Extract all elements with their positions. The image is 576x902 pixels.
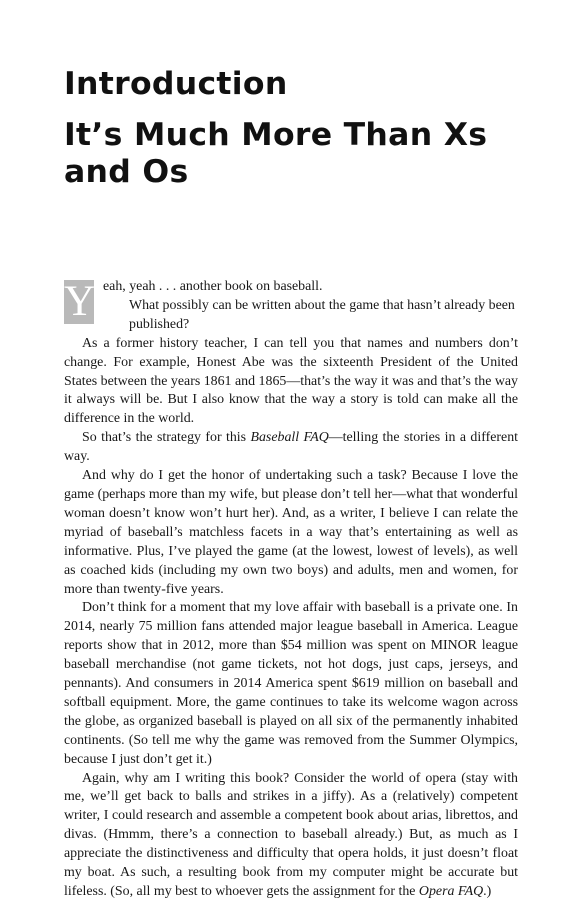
chapter-label: Introduction [64, 66, 288, 102]
paragraph-opera-start: Again, why am I writing this book? Consider the world of opera (stay with me, we’ll get back to balls and strikes in a jiffy). As a (relatively) competent writer, I could research and assemble a competent book about arias, librettos, and divas. (Hmmm, there’s a connection to baseball already.) But, as much as I appreciate the distinctiveness and difficulty that opera holds, it just doesn’t float my boat. As such, a resulting book from my computer might be accurate but lifeless. (So, all my best to whoever gets the assignment for the [64, 770, 518, 899]
paragraph-opera-comparison [64, 770, 518, 902]
baseball-faq-title: Baseball FAQ [250, 430, 329, 446]
paragraph-opera-end: .) [483, 884, 492, 899]
chapter-heading [64, 66, 524, 191]
paragraph-strategy-end: —telling the stories in a different way. [64, 430, 519, 465]
paragraph-baseball-popularity: Don’t think for a moment that my love affair with baseball is a private one. In 2014, nearly 75 million fans attended major league baseball in America. League reports show that in 2012, more than $54 million was spent on MINOR league baseball merchandise (not game tickets, not hot dogs, just caps, jerseys, and pennants). And consumers in 2014 America spent $619 million on baseball and softball equipment. More, the game continues to take its welcome wagon across the globe, as organized baseball is played on all six of the permanently inhabited continents. (So tell me why the game was removed from the Summer Olympics, because I just don’t get it.) [64, 600, 518, 767]
introduction-text [64, 278, 518, 902]
opening-line: eah, yeah . . . another book on baseball. [103, 279, 323, 294]
opera-faq-title: Opera FAQ [418, 884, 484, 899]
opening-question: What possibly can be written about the game that hasn’t already been published? [129, 297, 515, 332]
drop-cap: Y [64, 278, 96, 325]
paragraph-strategy-start: So that’s the strategy for this [82, 430, 251, 446]
paragraph-love-game: And why do I get the honor of undertaking such a task? Because I love the game (perhaps more than my wife, but please don’t tell her—what that wonderful woman doesn’t know won’t hurt her). And, as a writer, I believe I can relate the myriad of baseball’s matchless facets in a way that’s entertaining as well as informative. Plus, I’ve played the game (at the lowest, lowest of levels), as well as coached kids (including my own two boys) and adults, men and women, for more than twenty-five years. [64, 468, 518, 597]
chapter-title-line-1: It’s Much More Than Xs [64, 117, 488, 153]
paragraph-strategy [64, 429, 518, 467]
paragraph-history-teacher: As a former history teacher, I can tell you that names and numbers don’t change. For example, Honest Abe was the sixteenth President of the United States between the years 1861 and 1865—that’s the way it was and that’s the way it always will be. But I also know that the way a story is told can make all the difference in the world. [64, 335, 518, 427]
chapter-title [64, 117, 524, 191]
chapter-title-line-2: and Os [64, 154, 189, 190]
